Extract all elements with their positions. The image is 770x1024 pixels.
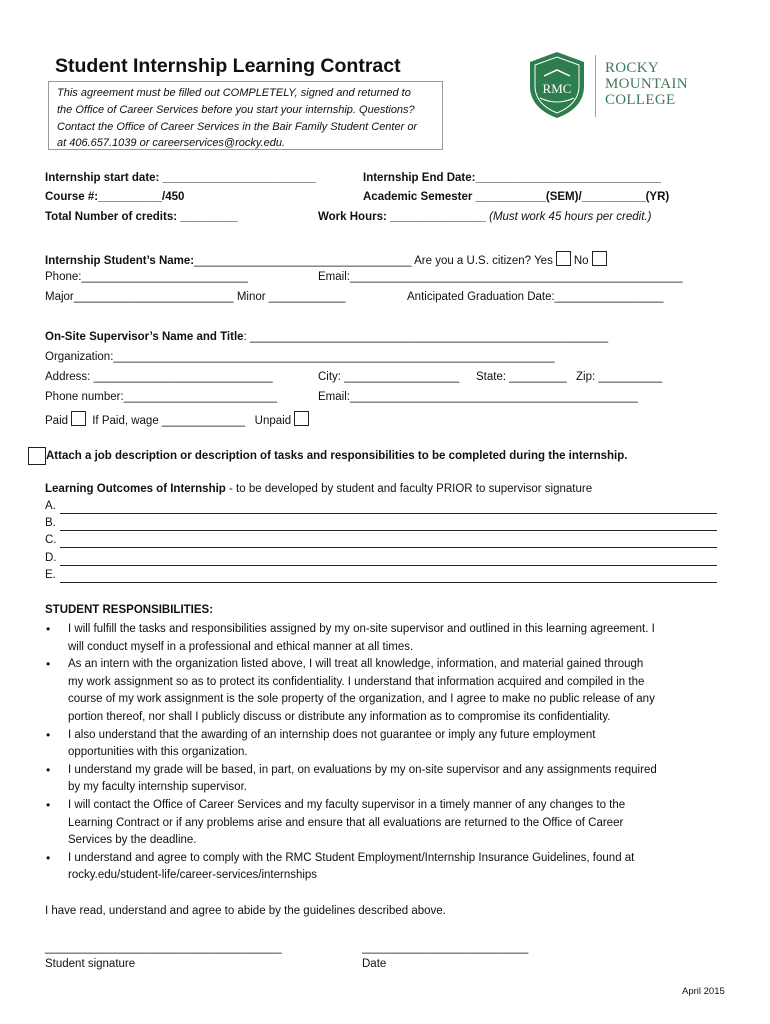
paid-label: Paid bbox=[45, 415, 69, 427]
organization-field[interactable]: Organization:_____________________________________________________________________ bbox=[45, 351, 555, 363]
work-hours-note: (Must work 45 hours per credit.) bbox=[489, 211, 652, 223]
list-item-line: portion thereof, nor shall I publicly discuss or distribute any information as to compromise its confidentiality. bbox=[68, 710, 611, 723]
list-item bbox=[44, 762, 734, 797]
state-field[interactable]: State: _________ bbox=[476, 371, 567, 383]
list-item-line: • As an intern with the organization listed above, I will treat all knowledge, information, and material gained through bbox=[68, 658, 644, 671]
list-item-line: • I also understand that the awarding of an internship does not guarantee or imply any future employment bbox=[68, 728, 596, 741]
list-item-line: course of my work assignment is the sole property of the organization, and I agree to make no public release of any bbox=[68, 693, 655, 706]
supervisor-email-field[interactable]: Email:_____________________________________________ bbox=[318, 391, 638, 403]
instructions-box bbox=[48, 81, 443, 150]
date-label: Date bbox=[362, 958, 387, 970]
pay-row bbox=[45, 411, 312, 427]
supervisor-row[interactable] bbox=[45, 331, 608, 343]
outcome-letter: A. bbox=[45, 500, 56, 512]
citizen-yes-checkbox[interactable] bbox=[556, 251, 571, 266]
zip-field[interactable]: Zip: __________ bbox=[576, 371, 663, 383]
list-item bbox=[44, 727, 734, 762]
page-title: Student Internship Learning Contract bbox=[55, 55, 401, 77]
responsibilities-heading: STUDENT RESPONSIBILITIES: bbox=[45, 604, 214, 616]
emblem-text: RMC bbox=[542, 81, 572, 96]
list-item-line: • I understand and agree to comply with the RMC Student Employment/Internship Insurance Guidelines, found at bbox=[68, 851, 635, 864]
end-date-field[interactable]: Internship End Date:_____________________________ bbox=[363, 172, 661, 184]
list-item-line: • I understand my grade will be based, in part, on evaluations by my on-site supervisor and any assignments required bbox=[68, 763, 657, 776]
list-item-line: Services by the deadline. bbox=[68, 834, 197, 847]
course-field[interactable]: Course #:__________/450 bbox=[45, 191, 185, 203]
graduation-date-field[interactable]: Anticipated Graduation Date:_________________ bbox=[407, 291, 664, 303]
shield-emblem-icon bbox=[526, 50, 588, 120]
list-item-line: opportunities with this organization. bbox=[68, 746, 248, 759]
agreement-statement: I have read, understand and agree to abide by the guidelines described above. bbox=[45, 905, 446, 917]
date-line[interactable]: __________________________ bbox=[362, 942, 529, 954]
college-name bbox=[605, 60, 688, 108]
logo-divider bbox=[595, 55, 596, 117]
wage-field[interactable]: If Paid, wage _____________ bbox=[92, 415, 246, 427]
attach-instruction: Attach a job description or description of tasks and responsibilities to be completed during the internship. bbox=[46, 450, 628, 462]
student-name-label: Internship Student’s Name: bbox=[45, 255, 195, 267]
outcome-d-line[interactable] bbox=[60, 565, 717, 566]
footer-date: April 2015 bbox=[682, 986, 725, 997]
list-item-line: rocky.edu/student-life/career-services/internships bbox=[68, 869, 318, 882]
outcome-e-line[interactable] bbox=[60, 582, 717, 583]
notice-line: This agreement must be filled out COMPLETELY, signed and returned to bbox=[57, 87, 411, 99]
outcome-letter: E. bbox=[45, 569, 56, 581]
start-date-field[interactable]: Internship start date: ________________________ bbox=[45, 172, 317, 184]
outcome-b-line[interactable] bbox=[60, 530, 717, 531]
supervisor-label: On-Site Supervisor’s Name and Title bbox=[45, 331, 244, 343]
student-signature-label: Student signature bbox=[45, 958, 136, 970]
outcome-letter: D. bbox=[45, 552, 57, 564]
email-field[interactable]: Email:____________________________________________________ bbox=[318, 271, 683, 283]
list-item-line: my work assignment so as to protect its confidentiality. I understand that information acquired and compiled in the bbox=[68, 675, 645, 688]
list-item-line: • I will contact the Office of Career Services and my faculty supervisor in a timely manner of any changes to the bbox=[68, 798, 626, 811]
list-item bbox=[44, 621, 734, 656]
outcomes-heading: Learning Outcomes of Internship bbox=[45, 483, 226, 495]
semester-field[interactable]: Academic Semester ___________(SEM)/__________(YR) bbox=[363, 191, 670, 203]
citizen-no-checkbox[interactable] bbox=[592, 251, 607, 266]
outcome-letter: B. bbox=[45, 517, 56, 529]
college-name-line: MOUNTAIN bbox=[605, 76, 688, 92]
notice-line: the Office of Career Services before you start your internship. Questions? bbox=[57, 103, 415, 116]
address-field[interactable]: Address: ____________________________ bbox=[45, 371, 273, 383]
student-name-line: __________________________________ Are you a U.S. citizen? Yes bbox=[194, 255, 553, 267]
outcome-letter: C. bbox=[45, 534, 57, 546]
paid-checkbox[interactable] bbox=[71, 411, 86, 426]
city-field[interactable]: City: __________________ bbox=[318, 371, 460, 383]
list-item bbox=[44, 656, 734, 726]
phone-field[interactable]: Phone:__________________________ bbox=[45, 271, 248, 283]
citizen-no-label: No bbox=[573, 255, 589, 267]
list-item-line: • I will fulfill the tasks and responsibilities assigned by my on-site supervisor and outlined in this learning agreement. I bbox=[68, 623, 655, 635]
supervisor-phone-field[interactable]: Phone number:________________________ bbox=[45, 391, 278, 403]
attach-checkbox[interactable] bbox=[28, 447, 46, 465]
outcomes-subheading: - to be developed by student and faculty PRIOR to supervisor signature bbox=[225, 483, 593, 495]
notice-line: at 406.657.1039 or careerservices@rocky.edu. bbox=[57, 137, 286, 150]
college-logo bbox=[526, 50, 588, 123]
list-item bbox=[44, 797, 734, 850]
unpaid-checkbox[interactable] bbox=[294, 411, 309, 426]
list-item-line: will conduct myself in a professional and ethical manner at all times. bbox=[68, 640, 414, 653]
outcome-c-line[interactable] bbox=[60, 547, 717, 548]
notice-line: Contact the Office of Career Services in the Bair Family Student Center or bbox=[57, 120, 418, 133]
student-name-row[interactable] bbox=[45, 251, 610, 267]
outcomes-heading-row bbox=[45, 483, 592, 495]
credits-field[interactable]: Total Number of credits: _________ bbox=[45, 211, 238, 223]
list-item bbox=[44, 850, 734, 885]
supervisor-line: : ________________________________________________________ bbox=[243, 331, 609, 343]
work-hours-label: Work Hours: _______________ bbox=[318, 211, 490, 223]
major-minor-field[interactable]: Major_________________________ Minor ____________ bbox=[45, 291, 346, 303]
college-name-line: COLLEGE bbox=[605, 92, 676, 108]
list-item-line: Learning Contract or if any problems arise and ensure that all evaluations are returned to the Office of Career bbox=[68, 816, 624, 829]
unpaid-label: Unpaid bbox=[254, 415, 292, 427]
college-name-line: ROCKY bbox=[605, 60, 660, 76]
work-hours-field[interactable] bbox=[318, 211, 651, 223]
student-signature-line[interactable]: _____________________________________ bbox=[45, 942, 282, 954]
responsibilities-list bbox=[44, 621, 734, 885]
list-item-line: by my faculty internship supervisor. bbox=[68, 781, 247, 794]
outcome-a-line[interactable] bbox=[60, 513, 717, 514]
